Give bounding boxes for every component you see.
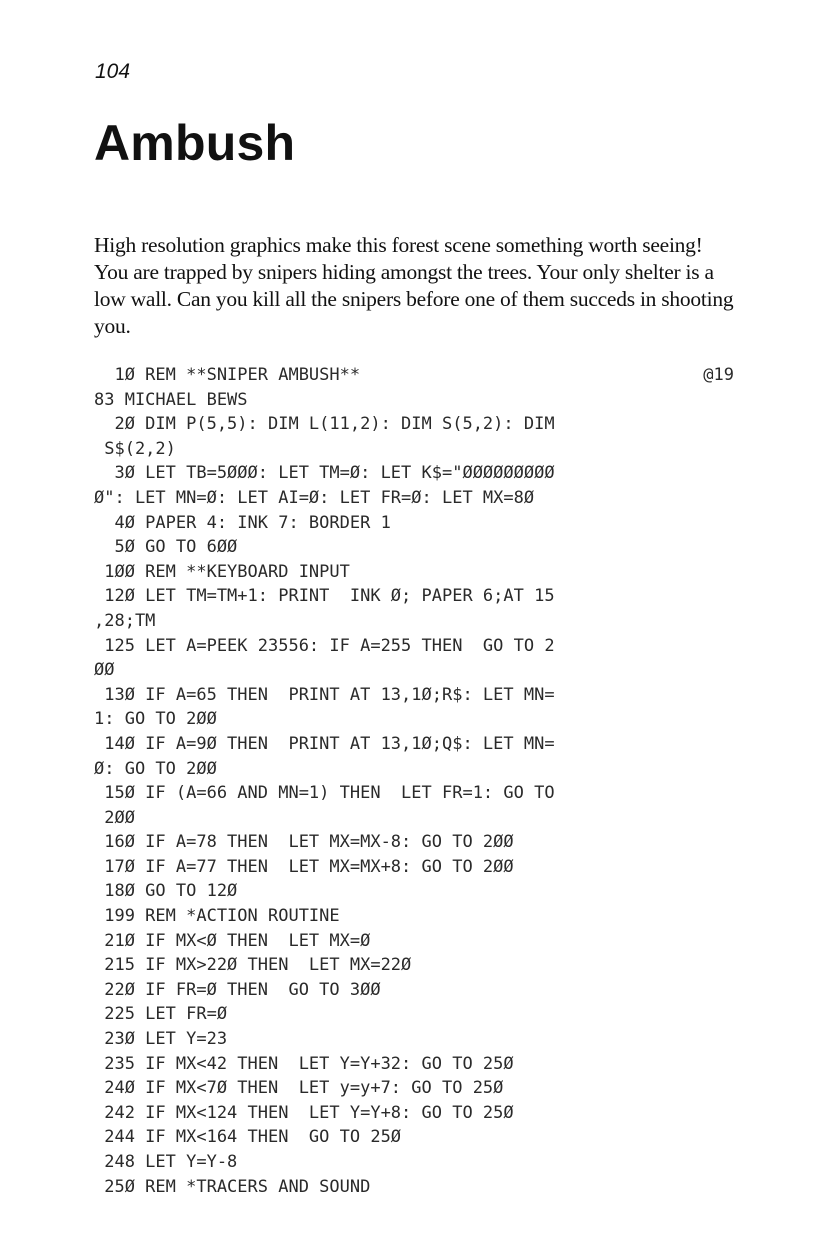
code-line: 24Ø IF MX<7Ø THEN LET y=y+7: GO TO 25Ø (94, 1078, 504, 1099)
code-line: ,28;TM (94, 610, 156, 631)
code-line: 23Ø LET Y=23 (94, 1029, 228, 1050)
code-line: 242 IF MX<124 THEN LET Y=Y+8: GO TO 25Ø (94, 1102, 514, 1123)
code-line: 1ØØ REM **KEYBOARD INPUT (94, 561, 350, 582)
code-line: 125 LET A=PEEK 23556: IF A=255 THEN GO TO 2 (94, 635, 555, 656)
code-line: S$(2,2) (94, 438, 176, 459)
code-line: 12Ø LET TM=TM+1: PRINT INK Ø; PAPER 6;AT 15 (94, 586, 555, 607)
code-line: 248 LET Y=Y-8 (94, 1152, 238, 1172)
code-line: 215 IF MX>22Ø THEN LET MX=22Ø (94, 955, 412, 976)
code-line: Ø: GO TO 2ØØ (94, 758, 217, 779)
code-line-text: 1Ø REM **SNIPER AMBUSH** (94, 365, 361, 385)
code-line: 83 MICHAEL BEWS (94, 389, 248, 410)
code-line: 1: GO TO 2ØØ (94, 709, 217, 730)
code-line: 17Ø IF A=77 THEN LET MX=MX+8: GO TO 2ØØ (94, 856, 514, 877)
code-line: 2ØØ (94, 807, 135, 828)
program-listing (94, 363, 734, 1199)
page-number: 104 (95, 60, 131, 83)
code-line: 4Ø PAPER 4: INK 7: BORDER 1 (94, 512, 391, 533)
code-line: 3Ø LET TB=5ØØØ: LET TM=Ø: LET K$="ØØØØØØØØØ (94, 463, 555, 484)
code-line: 16Ø IF A=78 THEN LET MX=MX-8: GO TO 2ØØ (94, 832, 514, 853)
code-line: 22Ø IF FR=Ø THEN GO TO 3ØØ (94, 979, 381, 1000)
code-line: 13Ø IF A=65 THEN PRINT AT 13,1Ø;R$: LET MN= (94, 684, 555, 705)
code-line: 235 IF MX<42 THEN LET Y=Y+32: GO TO 25Ø (94, 1053, 514, 1074)
intro-paragraph: High resolution graphics make this forest scene something worth seeing! You are trapped by snipers hiding amongst the trees. Your only shelter is a low wall. Can you kill all the snipers before one of them succeds in shooting you. (94, 233, 734, 338)
code-line: Ø": LET MN=Ø: LET AI=Ø: LET FR=Ø: LET MX=8Ø (94, 487, 535, 508)
code-line: 15Ø IF (A=66 AND MN=1) THEN LET FR=1: GO TO (94, 783, 555, 804)
code-line: 2Ø DIM P(5,5): DIM L(11,2): DIM S(5,2): DIM (94, 414, 555, 435)
page-title: Ambush (94, 115, 296, 171)
code-line: 18Ø GO TO 12Ø (94, 881, 238, 902)
code-line: 14Ø IF A=9Ø THEN PRINT AT 13,1Ø;Q$: LET MN= (94, 733, 555, 754)
code-line: ØØ (94, 660, 115, 681)
code-line: 25Ø REM *TRACERS AND SOUND (94, 1176, 371, 1197)
code-line-continuation: @19 (703, 365, 734, 385)
code-line: 244 IF MX<164 THEN GO TO 25Ø (94, 1127, 402, 1148)
code-line: 21Ø IF MX<Ø THEN LET MX=Ø (94, 930, 371, 951)
code-line: 199 REM *ACTION ROUTINE (94, 906, 340, 927)
code-line: 225 LET FR=Ø (94, 1004, 228, 1025)
code-line: 5Ø GO TO 6ØØ (94, 537, 238, 558)
code-line (94, 363, 734, 388)
